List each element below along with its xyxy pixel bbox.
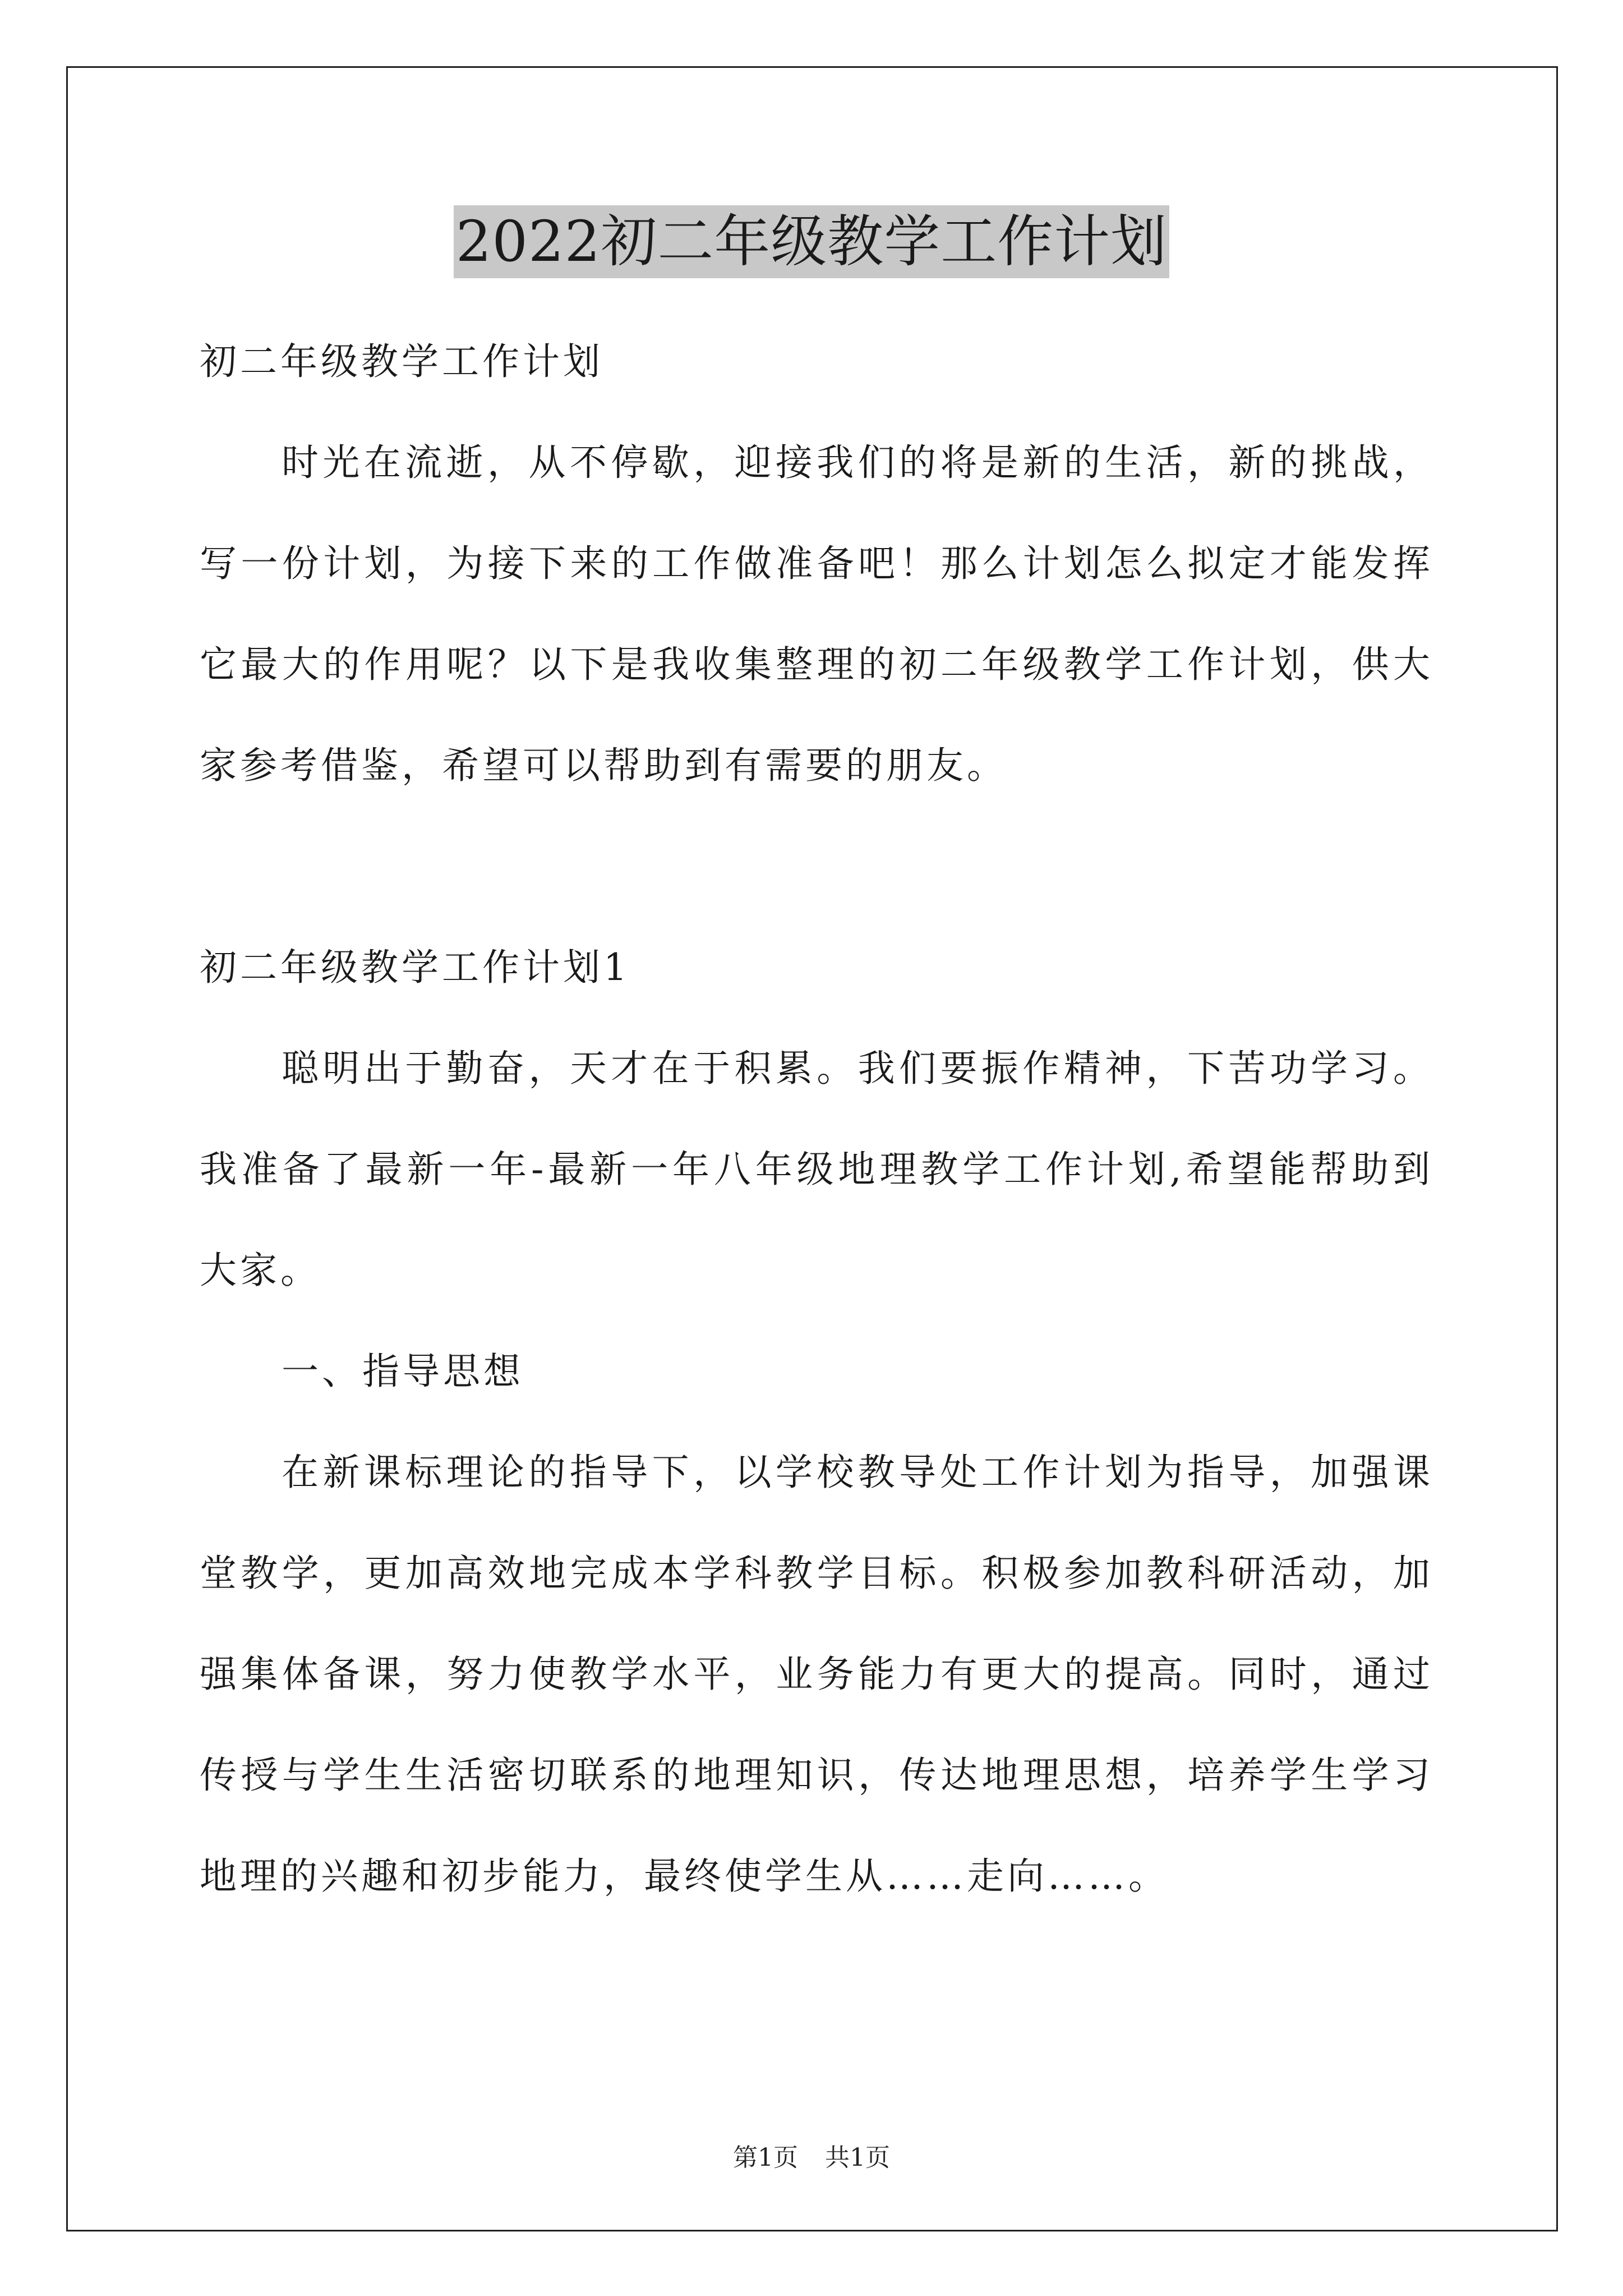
guiding-principle-paragraph: 在新课标理论的指导下，以学校教导处工作计划为指导，加强课堂教学，更加高效地完成本学科教学目标。积极参加教科研活动，加强集体备课，努力使教学水平，业务能力有更大的提高。同时，通过传授与学生生活密切联系的地理知识，传达地理思想，培养学生学习地理的兴趣和初步能力，最终使学生从……走向……。 bbox=[200, 1451, 1433, 1898]
title-container bbox=[0, 205, 1623, 278]
page-total: 共1页 bbox=[825, 2143, 890, 2172]
document-title: 2022初二年级教学工作计划 bbox=[454, 205, 1170, 278]
page-number: 第1页 bbox=[733, 2143, 798, 2172]
document-subtitle: 初二年级教学工作计划 bbox=[200, 340, 603, 383]
intro-paragraph: 时光在流逝，从不停歇，迎接我们的将是新的生活，新的挑战，写一份计划，为接下来的工作做准备吧！那么计划怎么拟定才能发挥它最大的作用呢？以下是我收集整理的初二年级教学工作计划，供大家参考借鉴，希望可以帮助到有需要的朋友。 bbox=[200, 441, 1433, 787]
section-intro-paragraph: 聪明出于勤奋，天才在于积累。我们要振作精神，下苦功学习。我准备了最新一年-最新一年八年级地理教学工作计划,希望能帮助到大家。 bbox=[200, 1047, 1433, 1292]
paragraph-gap bbox=[200, 816, 1433, 917]
page-footer bbox=[0, 2137, 1623, 2173]
document-body bbox=[200, 311, 1433, 1927]
section-heading: 一、指导思想 bbox=[282, 1350, 524, 1393]
section-title: 初二年级教学工作计划1 bbox=[200, 946, 630, 989]
